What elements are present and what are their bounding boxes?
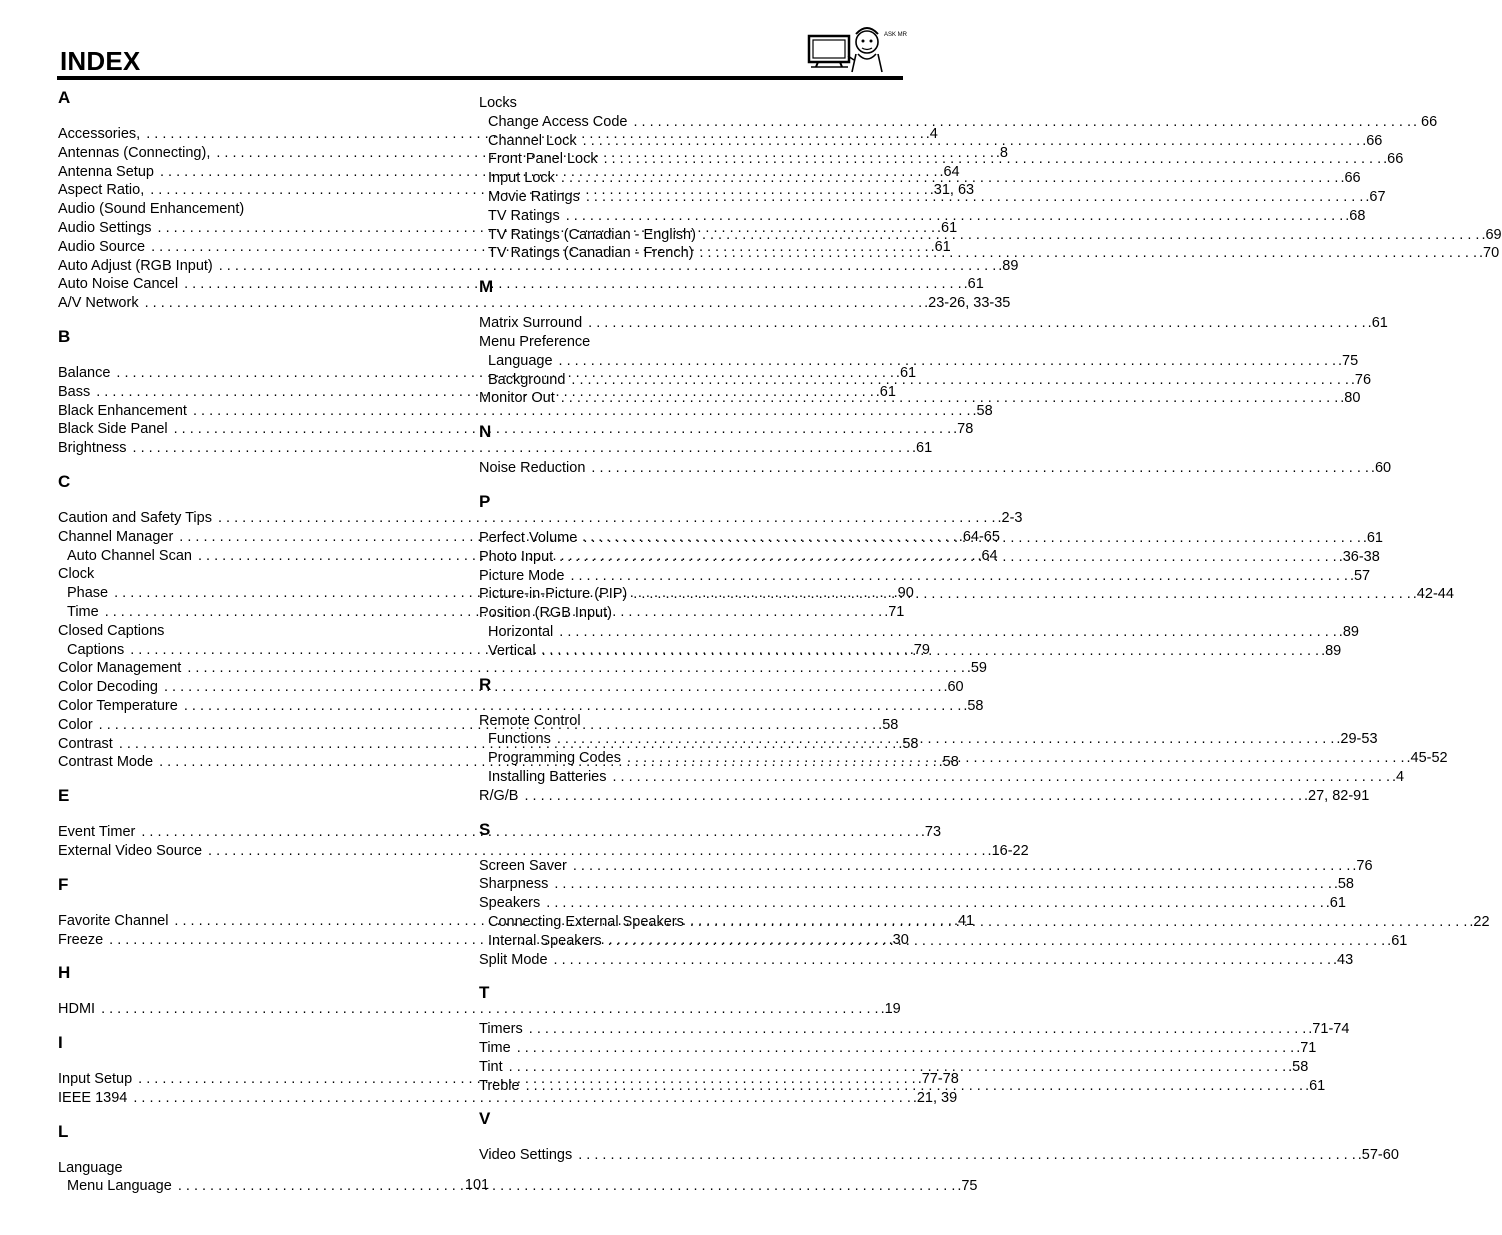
entry-term: Split Mode [479,951,548,968]
entry-term: Sharpness [479,876,549,893]
index-group-heading: Menu Preference [479,333,591,350]
index-subentry [479,113,1438,132]
index-entry [479,857,1373,876]
dot-leader [690,913,1468,932]
entry-page-ref: .16-22 [987,842,1029,859]
entry-page-ref: .61 [1362,529,1384,546]
entry-term: Functions [488,731,551,748]
entry-page-ref: .61 [1387,932,1408,949]
entry-page-ref: .71 [884,603,905,620]
section-letter: V [479,1109,491,1129]
section-letter: C [58,471,71,491]
index-entry [58,275,984,294]
index-group-heading: Clock [58,566,95,583]
index-subentry [479,207,1366,226]
dot-leader [517,1039,1295,1058]
index-group-heading: Remote Control [479,712,581,729]
entry-term: Audio Settings [58,219,152,236]
entry-page-ref: .31, 63 [929,182,975,199]
entry-term: Black Side Panel [58,421,168,438]
entry-page-ref: .60 [943,679,964,696]
entry-term: TV Ratings (Canadian - French) [488,245,694,262]
index-entry [479,1146,1399,1165]
ask-mr-tv-logo-icon [806,20,908,76]
dot-leader [566,207,1344,226]
entry-page-ref: .58 [963,697,984,714]
entry-page-ref: .77-78 [917,1071,959,1088]
index-subentry [479,132,1383,151]
entry-page-ref: .23-26, 33-35 [924,295,1011,312]
index-group-heading: Locks [479,95,517,111]
entry-page-ref: .61 [937,219,958,236]
entry-page-ref: .42-44 [1412,586,1454,603]
entry-term: Picture Mode [479,567,565,584]
entry-term: Picture-in-Picture (PIP) [479,586,628,603]
dot-leader [583,529,1361,548]
entry-term: Channel Lock [488,132,577,149]
entry-term: Freeze [58,931,104,948]
dot-leader [633,113,1411,132]
entry-term: Captions [67,641,125,658]
entry-page-ref: .30 [888,931,909,948]
dot-leader [573,857,1351,876]
section-letter: T [479,983,490,1003]
index-entry [58,1089,958,1108]
index-subentry [479,150,1404,169]
entry-page-ref: .68 [1345,207,1366,224]
section-letter: H [58,963,71,983]
entry-term: Video Settings [479,1147,573,1164]
index-entry [58,1000,901,1019]
entry-page-ref: .61 [1367,315,1388,332]
dot-leader [554,951,1332,970]
section-letter: I [58,1033,63,1053]
entry-page-ref: .61 [1325,895,1346,912]
entry-term: Change Access Code [488,113,628,130]
entry-page-ref: . 66 [1412,113,1438,130]
entry-term: Horizontal [488,623,554,640]
dot-leader [578,1146,1356,1165]
index-entry [479,951,1354,970]
entry-term: Matrix Surround [479,315,583,332]
entry-term: IEEE 1394 [58,1089,128,1106]
section-letter: F [58,874,69,894]
dot-leader [588,314,1366,333]
entry-term: Vertical [488,642,536,659]
entry-page-ref: .2-3 [997,509,1023,526]
index-entry [58,678,964,697]
index-entry [58,509,1023,528]
index-entry [479,1058,1309,1077]
entry-term: Favorite Channel [58,912,169,929]
entry-page-ref: .89 [1321,642,1342,659]
entry-term: Movie Ratings [488,188,580,205]
entry-page-ref: .78 [953,421,974,438]
entry-page-ref: .61 [1305,1077,1326,1094]
index-entry [58,697,984,716]
section-letter: N [479,422,492,442]
entry-page-ref: .59 [966,660,988,677]
entry-page-ref: .8 [995,144,1008,161]
entry-term: Internal Speakers [488,932,602,949]
entry-page-ref: .58 [878,716,899,733]
dot-leader [702,226,1480,245]
entry-term: Auto Channel Scan [67,547,192,564]
entry-term: Input Lock [488,170,555,187]
section-letter: P [479,491,491,511]
dot-leader [633,585,1411,604]
entry-page-ref: .70 [1479,245,1500,262]
entry-page-ref: .79 [909,641,930,658]
entry-page-ref: .45-52 [1406,750,1448,767]
entry-term: Bass [58,383,91,400]
index-entry [479,1020,1350,1039]
entry-term: Balance [58,364,111,381]
entry-page-ref: .61 [930,238,951,255]
index-entry [479,1039,1317,1058]
entry-page-ref: .89 [998,257,1019,274]
entry-term: Speakers [479,895,541,912]
entry-page-ref: .64-65 [958,528,1000,545]
section-letter: S [479,819,491,839]
entry-page-ref: .41 [953,912,975,929]
index-entry [479,787,1370,806]
entry-term: Aspect Ratio, [58,182,145,199]
page-title: INDEX [60,46,141,76]
dot-leader [559,623,1337,642]
entry-page-ref: .58 [1333,876,1355,893]
entry-term: Color Management [58,660,182,677]
entry-page-ref: .57-60 [1357,1147,1399,1164]
entry-page-ref: .27, 82-91 [1304,787,1370,804]
entry-page-ref: .60 [1370,460,1392,477]
svg-text:ASK MR: ASK MR [884,32,908,38]
entry-term: Color Decoding [58,679,158,696]
entry-page-ref: .22 [1469,913,1490,930]
entry-term: Audio Source [58,238,146,255]
index-entry [58,439,933,458]
index-section [58,963,901,1019]
index-group-heading: Closed Captions [58,622,165,639]
dot-leader [561,169,1339,188]
index-entry [58,402,993,421]
index-entry [58,842,1029,861]
entry-term: Noise Reduction [479,460,586,477]
dot-leader [554,875,1332,894]
entry-page-ref: .21, 39 [912,1089,958,1106]
dot-leader [559,352,1337,371]
entry-term: Menu Language [67,1178,172,1195]
entry-page-ref: .64 [939,163,960,180]
entry-term: Time [67,603,99,620]
entry-page-ref: .58 [972,402,993,419]
index-subentry [479,768,1405,787]
entry-term: Brightness [58,440,127,457]
index-subentry [479,623,1359,642]
entry-term: Language [488,352,553,369]
dot-leader [571,371,1349,390]
index-entry [479,875,1355,894]
entry-term: A/V Network [58,295,139,312]
entry-term: TV Ratings (Canadian - English) [488,226,696,243]
dot-leader [529,1020,1307,1039]
entry-term: Antennas (Connecting), [58,144,211,161]
dot-leader [583,132,1361,151]
entry-page-ref: .75 [957,1178,978,1195]
entry-page-ref: .19 [880,1001,901,1018]
entry-page-ref: .58 [898,735,919,752]
entry-term: R/G/B [479,787,519,804]
dot-leader [557,730,1335,749]
dot-leader [526,1077,1304,1096]
entry-term: Black Enhancement [58,402,187,419]
entry-term: Color Temperature [58,697,178,714]
entry-term: Caution and Safety Tips [58,509,212,526]
entry-page-ref: .58 [1288,1058,1309,1075]
entry-page-ref: .67 [1365,188,1386,205]
entry-page-ref: .29-53 [1336,731,1378,748]
entry-page-ref: .66 [1383,151,1404,168]
index-entry [479,894,1346,913]
index-entry [58,659,988,678]
entry-page-ref: .4 [1392,768,1405,785]
dot-leader [608,932,1386,951]
entry-page-ref: .61 [875,383,896,400]
entry-term: Installing Batteries [488,768,607,785]
entry-page-ref: .61 [895,364,917,381]
index-entry [479,314,1388,333]
entry-page-ref: .73 [920,824,942,841]
entry-term: Timers [479,1021,523,1038]
dot-leader [546,894,1324,913]
dot-leader [591,459,1369,478]
dot-leader [612,768,1390,787]
entry-term: Photo Input [479,548,554,565]
entry-page-ref: .58 [938,754,959,771]
entry-term: Treble [479,1077,520,1094]
index-section [479,1109,1399,1165]
entry-term: Auto Noise Cancel [58,276,179,293]
index-subentry [479,352,1359,371]
entry-page-ref: .61 [912,440,933,457]
entry-term: Contrast [58,735,113,752]
dot-leader [627,749,1405,768]
index-entry [479,567,1371,586]
entry-term: Monitor Out [479,390,555,407]
index-entry [58,823,942,842]
dot-leader [559,548,1337,567]
entry-page-ref: .4 [925,126,938,142]
entry-page-ref: .69 [1481,226,1502,243]
index-group-heading: Language [58,1159,123,1176]
entry-term: Tint [479,1058,503,1075]
section-letter: L [58,1121,69,1141]
dot-leader [561,389,1339,408]
index-entry [58,257,1019,276]
entry-page-ref: .36-38 [1338,548,1380,565]
entry-term: HDMI [58,1001,96,1018]
entry-page-ref: .76 [1352,857,1373,874]
entry-term: Input Setup [58,1071,133,1088]
index-entry [58,294,1011,313]
entry-page-ref: .43 [1333,951,1354,968]
section-letter: R [479,674,492,694]
section-letter: E [58,786,70,806]
entry-term: Channel Manager [58,528,174,545]
entry-term: Phase [67,585,109,602]
entry-page-ref: .75 [1338,352,1359,369]
title-rule [57,76,903,80]
dot-leader [509,1058,1287,1077]
entry-page-ref: .71-74 [1308,1021,1350,1038]
entry-term: TV Ratings [488,207,560,224]
entry-page-ref: .89 [1338,623,1359,640]
section-letter: A [58,88,71,107]
entry-term: Auto Adjust (RGB Input) [58,257,213,274]
entry-page-ref: .66 [1362,132,1383,149]
dot-leader [604,150,1382,169]
dot-leader [570,567,1348,586]
entry-term: Event Timer [58,824,136,841]
entry-page-ref: .64 [977,547,998,564]
entry-page-ref: .90 [893,585,914,602]
entry-term: Perfect Volume [479,529,578,546]
entry-term: Front Panel Lock [488,151,598,168]
entry-page-ref: .76 [1350,371,1372,388]
dot-leader [586,188,1364,207]
section-letter: B [58,326,71,346]
entry-term: Programming Codes [488,750,621,767]
entry-term: Accessories, [58,126,141,142]
dot-leader [542,642,1320,661]
dot-leader [524,787,1302,806]
entry-term: External Video Source [58,842,203,859]
entry-term: Antenna Setup [58,163,154,180]
entry-term: Connecting External Speakers [488,913,684,930]
entry-page-ref: .66 [1340,170,1361,187]
index-group-heading: Position (RGB Input) [479,605,612,622]
entry-page-ref: .80 [1340,390,1361,407]
entry-page-ref: .57 [1349,567,1371,584]
index-entry [479,459,1392,478]
section-letter: M [479,277,494,297]
entry-term: Screen Saver [479,857,567,874]
entry-term: Color [58,716,93,733]
entry-term: Background [488,371,566,388]
entry-page-ref: .61 [963,276,984,293]
entry-page-ref: .71 [1296,1040,1317,1057]
entry-term: Contrast Mode [58,754,154,771]
page-number: 101 [464,1177,490,1193]
dot-leader [700,244,1478,263]
entry-term: Time [479,1040,511,1057]
index-entry [58,420,974,439]
index-group-heading: Audio (Sound Enhancement) [58,201,245,218]
